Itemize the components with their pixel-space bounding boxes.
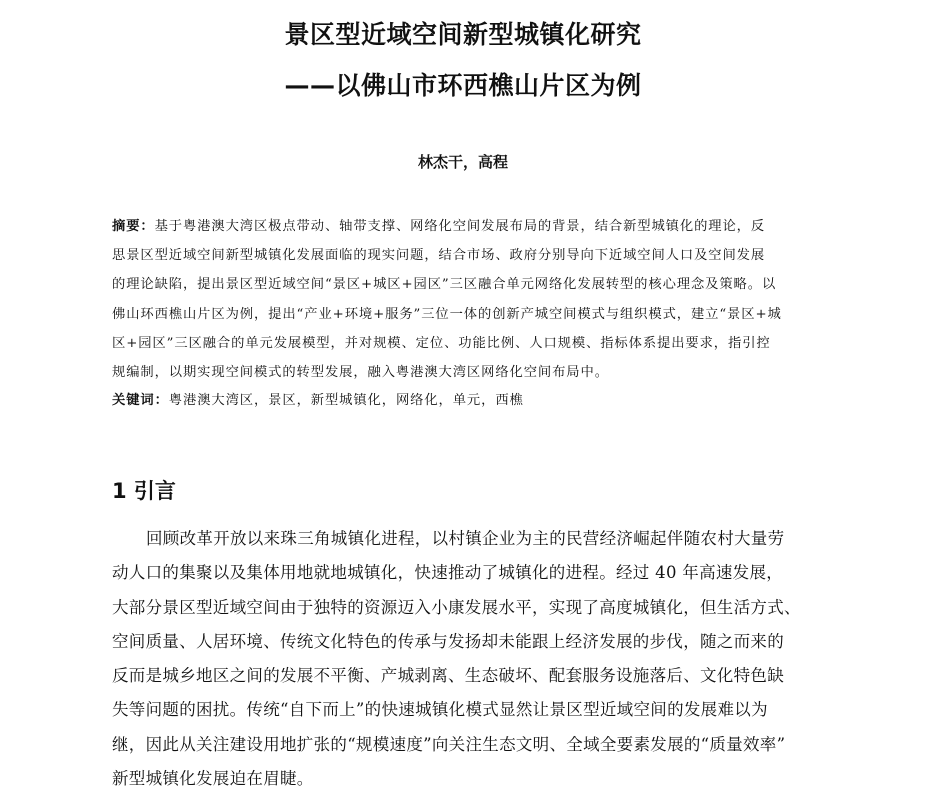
abstract-line xyxy=(112,212,802,241)
author-list: 林杰干，高程 xyxy=(417,153,508,171)
paragraph-line: 动人口的集聚以及集体用地就地城镇化，快速推动了城镇化的进程。经过 40 年高速发展， xyxy=(112,563,784,583)
paragraph-line: 空间质量、人居环境、传统文化特色的传承与发扬却未能跟上经济发展的步伐，随之而来的 xyxy=(112,631,784,651)
abstract-line: 区+园区”三区融合的单元发展模型，并对规模、定位、功能比例、人口规模、指标体系提出要求，指引控 xyxy=(112,335,771,351)
section-body xyxy=(112,522,804,796)
paragraph-line: 反而是城乡地区之间的发展不平衡、产城剥离、生态破坏、配套服务设施落后、文化特色缺 xyxy=(112,666,784,686)
abstract-text: 基于粤港澳大湾区极点带动、轴带支撑、网络化空间发展布局的背景，结合新型城镇化的理论，反 xyxy=(154,219,766,234)
abstract-line: 佛山环西樵山片区为例，提出“产业+环境+服务”三位一体的创新产城空间模式与组织模式，建立“景区+城 xyxy=(112,306,782,322)
paragraph-line: 回顾改革开放以来珠三角城镇化进程，以村镇企业为主的民营经济崛起伴随农村大量劳 xyxy=(146,529,785,548)
section-heading: 1 引言 xyxy=(112,479,176,503)
abstract xyxy=(112,212,802,387)
abstract-line: 的理论缺陷，提出景区型近域空间“景区+城区+园区”三区融合单元网络化发展转型的核心理念及策略。以 xyxy=(112,277,777,293)
paragraph-line: 大部分景区型近域空间由于独特的资源迈入小康发展水平，实现了高度城镇化，但生活方式、 xyxy=(112,597,801,617)
paper-title: 景区型近域空间新型城镇化研究 xyxy=(284,20,642,49)
paragraph-line: 失等问题的困扰。传统“自下而上”的快速城镇化模式显然让景区型近域空间的发展难以为 xyxy=(112,700,768,720)
abstract-line: 规编制，以期实现空间模式的转型发展，融入粤港澳大湾区网络化空间布局中。 xyxy=(112,364,609,380)
abstract-line: 思景区型近域空间新型城镇化发展面临的现实问题，结合市场、政府分别导向下近域空间人口及空间发展 xyxy=(112,248,766,264)
keywords-label: 关键词： xyxy=(112,393,169,408)
paragraph-line: 新型城镇化发展迫在眉睫。 xyxy=(112,769,314,789)
keywords xyxy=(112,386,802,415)
abstract-label: 摘要： xyxy=(112,219,155,234)
paper-subtitle: ——以佛山市环西樵山片区为例 xyxy=(284,71,642,100)
keywords-text: 粤港澳大湾区，景区，新型城镇化，网络化，单元，西樵 xyxy=(168,393,524,408)
paragraph-line: 继，因此从关注建设用地扩张的“规模速度”向关注生态文明、全域全要素发展的“质量效率” xyxy=(112,734,786,754)
